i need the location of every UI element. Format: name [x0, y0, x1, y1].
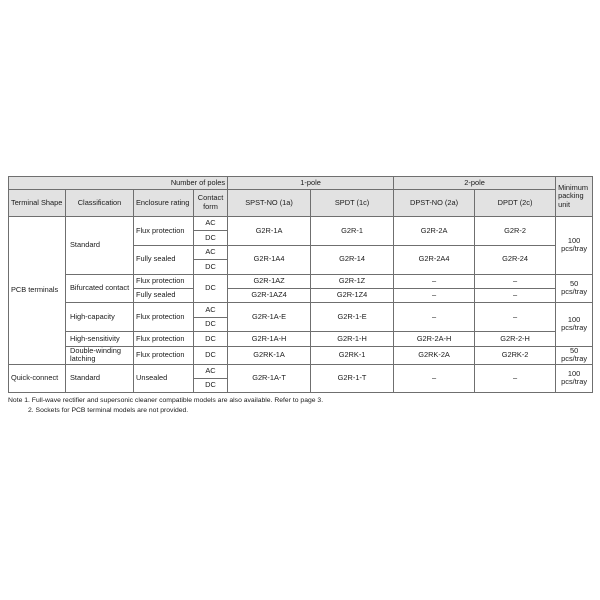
- header-2-pole: 2-pole: [394, 177, 556, 190]
- classification-double-winding: Double-winding latching: [66, 346, 134, 364]
- model-cell: –: [394, 274, 475, 288]
- packing-unit-cell: 100 pcs/tray: [556, 217, 593, 275]
- enclosure-cell: Flux protection: [134, 303, 194, 332]
- contact-form-cell: DC: [194, 332, 228, 346]
- packing-unit-cell: 100 pcs/tray: [556, 303, 593, 346]
- header-enclosure-rating: Enclosure rating: [134, 190, 194, 217]
- model-cell: –: [475, 364, 556, 393]
- model-cell: G2R-2A-H: [394, 332, 475, 346]
- model-cell: G2R-1-T: [311, 364, 394, 393]
- contact-form-cell: AC: [194, 217, 228, 231]
- header-contact-form: Contact form: [194, 190, 228, 217]
- model-cell: G2R-1A-H: [228, 332, 311, 346]
- table-notes: [8, 396, 592, 414]
- header-minimum-packing-unit: Minimum packing unit: [556, 177, 593, 217]
- table-row: [9, 274, 593, 288]
- model-cell: G2R-1A-E: [228, 303, 311, 332]
- model-cell: G2R-1A4: [228, 245, 311, 274]
- model-cell: G2RK-2A: [394, 346, 475, 364]
- header-dpdt-2c: DPDT (2c): [475, 190, 556, 217]
- header-spst-no-1a: SPST-NO (1a): [228, 190, 311, 217]
- header-1-pole: 1-pole: [228, 177, 394, 190]
- classification-bifurcated: Bifurcated contact: [66, 274, 134, 303]
- model-cell: G2RK-2: [475, 346, 556, 364]
- model-cell: G2R-1AZ: [228, 274, 311, 288]
- contact-form-cell: AC: [194, 245, 228, 259]
- model-cell: G2R-14: [311, 245, 394, 274]
- packing-unit-cell: 50 pcs/tray: [556, 274, 593, 303]
- model-cell: G2R-1A-T: [228, 364, 311, 393]
- note-2: 2. Sockets for PCB terminal models are not provided.: [28, 406, 189, 414]
- header-number-of-poles: Number of poles: [9, 177, 228, 190]
- model-cell: –: [394, 303, 475, 332]
- model-cell: –: [475, 303, 556, 332]
- enclosure-cell: Flux protection: [134, 346, 194, 364]
- classification-standard-qc: Standard: [66, 364, 134, 393]
- enclosure-cell: Flux protection: [134, 274, 194, 288]
- contact-form-cell: DC: [194, 317, 228, 331]
- model-number-table: [8, 176, 593, 393]
- model-cell: G2R-1A: [228, 217, 311, 246]
- classification-standard: Standard: [66, 217, 134, 275]
- enclosure-cell: Fully sealed: [134, 245, 194, 274]
- model-cell: G2R-2A: [394, 217, 475, 246]
- packing-unit-cell: 50 pcs/tray: [556, 346, 593, 364]
- model-cell: G2R-1Z: [311, 274, 394, 288]
- terminal-quick-connect-cell: Quick-connect: [9, 364, 66, 393]
- header-classification: Classification: [66, 190, 134, 217]
- enclosure-cell: Flux protection: [134, 217, 194, 246]
- model-cell: G2R-1-H: [311, 332, 394, 346]
- table-row: [9, 217, 593, 231]
- classification-high-sensitivity: High-sensitivity: [66, 332, 134, 346]
- terminal-pcb-cell: PCB terminals: [9, 217, 66, 365]
- model-table-sheet: [8, 176, 592, 415]
- model-cell: G2RK-1: [311, 346, 394, 364]
- model-cell: G2R-2-H: [475, 332, 556, 346]
- contact-form-cell: DC: [194, 231, 228, 245]
- contact-form-cell: DC: [194, 378, 228, 392]
- header-spdt-1c: SPDT (1c): [311, 190, 394, 217]
- contact-form-cell: DC: [194, 346, 228, 364]
- enclosure-cell: Flux protection: [134, 332, 194, 346]
- model-cell: G2R-1-E: [311, 303, 394, 332]
- enclosure-cell: Fully sealed: [134, 288, 194, 302]
- classification-high-capacity: High-capacity: [66, 303, 134, 332]
- model-cell: –: [475, 288, 556, 302]
- model-cell: –: [475, 274, 556, 288]
- model-cell: –: [394, 364, 475, 393]
- model-cell: G2R-2A4: [394, 245, 475, 274]
- packing-unit-cell: 100 pcs/tray: [556, 364, 593, 393]
- model-cell: G2R-1: [311, 217, 394, 246]
- contact-form-cell: AC: [194, 364, 228, 378]
- table-row: [9, 364, 593, 378]
- table-header: [9, 177, 593, 217]
- header-terminal-shape: Terminal Shape: [9, 190, 66, 217]
- contact-form-cell: DC: [194, 274, 228, 303]
- model-cell: G2R-1Z4: [311, 288, 394, 302]
- model-cell: G2RK-1A: [228, 346, 311, 364]
- table-body: [9, 217, 593, 393]
- header-dpst-no-2a: DPST-NO (2a): [394, 190, 475, 217]
- contact-form-cell: AC: [194, 303, 228, 317]
- model-cell: –: [394, 288, 475, 302]
- table-row: [9, 332, 593, 346]
- contact-form-cell: DC: [194, 260, 228, 274]
- table-row: [9, 303, 593, 317]
- model-cell: G2R-1AZ4: [228, 288, 311, 302]
- enclosure-cell: Unsealed: [134, 364, 194, 393]
- note-1: Note 1. Full-wave rectifier and supersonic cleaner compatible models are also available. Refer to page 3.: [8, 397, 324, 405]
- model-cell: G2R-2: [475, 217, 556, 246]
- model-cell: G2R-24: [475, 245, 556, 274]
